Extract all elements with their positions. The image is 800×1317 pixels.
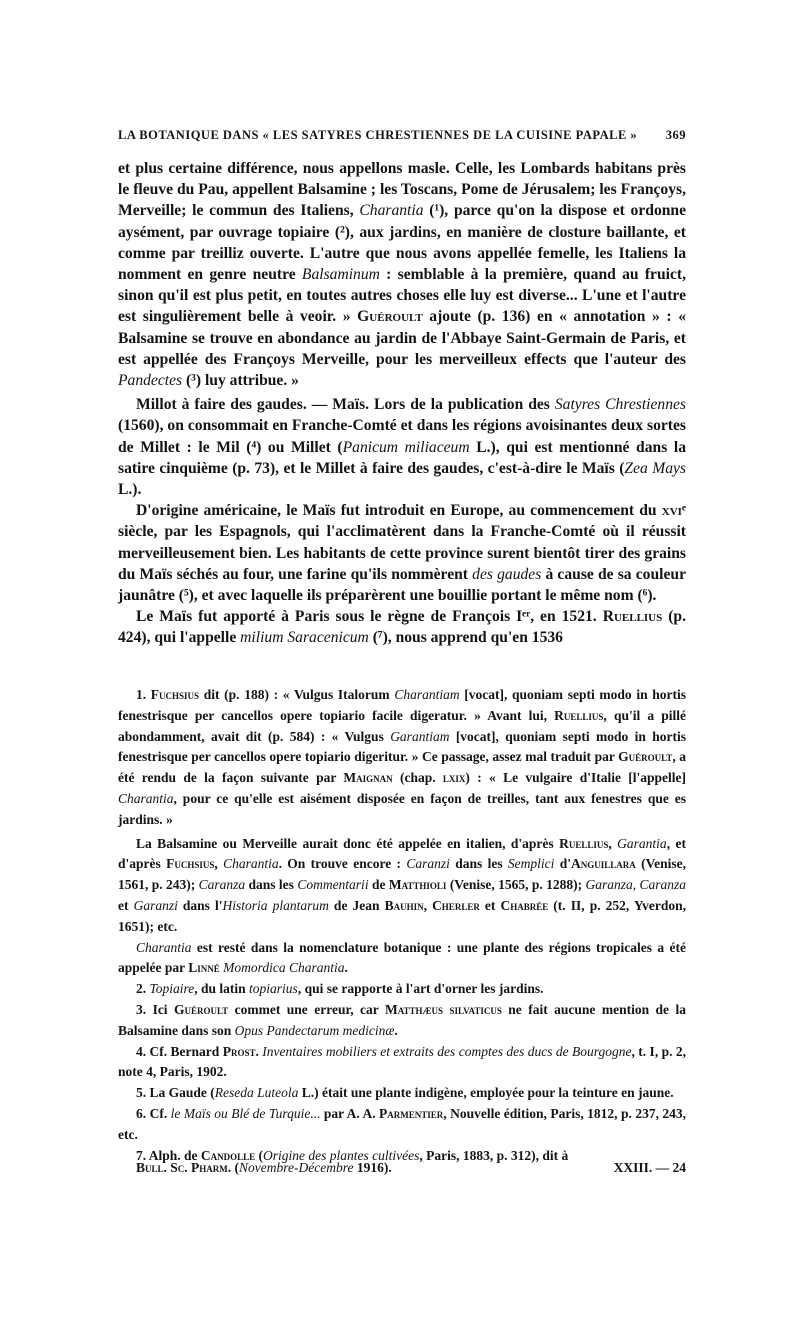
text-run: , Nouvelle édition, Paris, 1812, p. 237, 243, etc. — [118, 1105, 687, 1142]
issue-months: Novembre-Décembre — [239, 1160, 354, 1175]
signature-mark: XXIII. — 24 — [613, 1160, 686, 1175]
small-caps-run: lxix — [442, 770, 466, 786]
small-caps-run: Guéroult — [174, 1001, 229, 1017]
text-run: de — [368, 877, 389, 893]
italic-run: Garantiam — [390, 728, 450, 744]
text-run: (chap. — [392, 770, 443, 786]
footnote-6 — [118, 1104, 686, 1146]
small-caps-run: Matthæus silvaticus — [384, 1001, 502, 1017]
italic-run: Commentarii — [297, 877, 369, 893]
text-run: : semblable à la première, quand au fruict, sinon qu'il est plus petit, en toutes autres choses elle luy est diverse... L'une et l'autre est singulièrement belle à veoir. » — [118, 266, 686, 326]
text-run: . On trouve encore : — [278, 856, 407, 872]
footnotes — [118, 685, 686, 1166]
text-run: ne fait aucune mention de la Balsamine dans son — [118, 1001, 686, 1038]
italic-run: Caranzi — [406, 856, 450, 872]
footnote-1-charantia — [118, 938, 686, 980]
italic-run: Charantia — [136, 939, 192, 955]
running-header — [118, 128, 686, 143]
text-run: [vocat], quoniam septi modo in hortis fenestrisque per cancellos opere topiario facile digeratur. » Avant lui, — [118, 687, 686, 723]
journal-abbrev: Bull. Sc. Pharm. — [136, 1160, 232, 1175]
italic-run: Inventaires mobiliers et extraits des comptes des ducs de Bourgogne — [262, 1043, 632, 1059]
text-run: , — [608, 835, 618, 851]
italic-run: Opus Pandectarum medicinæ — [234, 1022, 395, 1038]
text-run: est resté dans la nomenclature botanique : une plante des régions tropicales a été appelée par — [118, 939, 686, 976]
text-run: dans les — [449, 856, 508, 872]
italic-run: Garanzi — [133, 897, 178, 913]
small-caps-run: Ruellius — [559, 835, 609, 851]
text-run: par A. A. — [320, 1105, 380, 1121]
italic-run: Panicum miliaceum — [342, 438, 470, 456]
italic-run: Charantia — [223, 856, 279, 872]
text-run: L.). — [118, 481, 142, 499]
italic-run: Historia plantarum — [222, 897, 329, 913]
italic-run: Charantia — [118, 790, 174, 806]
main-text — [118, 158, 686, 649]
text-run: , pour ce qu'elle est aisément disposée en façon de treilles, tant aux fenestres que es jardins. » — [118, 790, 686, 827]
text-run: ᵉ siècle, par les Espagnols, qui l'acclimatèrent dans la Franche-Comté où il réussit merveilleusement bien. Les habitants de cette province surent bientôt tirer des grains du Maïs séchés au four, une farine qu'ils nommèrent — [118, 502, 686, 583]
italic-run: Topiaire — [149, 981, 195, 997]
text-run: à cause de sa couleur jaunâtre (⁵), et avec laquelle ils préparèrent une bouillie portant le même nom (⁶). — [118, 565, 686, 605]
paragraph-3 — [118, 500, 686, 606]
text-run: D'origine américaine, le Maïs fut introduit en Europe, au commencement du — [136, 502, 662, 520]
italic-run: Zea Mays — [624, 459, 686, 477]
text-run: 2. — [136, 981, 150, 997]
text-run: ) : « Le vulgaire d'Italie [l'appelle] — [465, 770, 686, 786]
text-run: et — [479, 897, 501, 913]
text-run: et — [118, 897, 134, 913]
text-run: 3. Ici — [136, 1001, 174, 1017]
text-run: , a été rendu de la façon suivante par — [118, 749, 686, 786]
small-caps-run: Fuchsius — [150, 687, 200, 702]
text-run: L.), qui est mentionné dans la satire cinquième (p. 73), et le Millet à faire des gaudes, c'est-à-dire le Maïs ( — [118, 438, 686, 477]
text-run: (p. 424), qui l'appelle — [118, 608, 686, 647]
italic-run: Momordica Charantia — [223, 960, 345, 976]
footnote-1 — [118, 685, 686, 831]
text-run: . — [344, 960, 348, 976]
text-run: (¹), parce qu'on la dispose et ordonne aysément, par ouvrage topiaire (²), aux jardins, en manière de closture baillante, et comme par treilliz ouverte. L'autre que nous avons appellée femelle, les Italiens la nomment en genre neutre — [118, 202, 687, 284]
italic-run: Balsaminum — [301, 266, 380, 284]
text-run: , Paris, 1883, p. 312), dit à — [419, 1147, 569, 1163]
text-run: 4. Cf. Bernard — [136, 1043, 223, 1059]
footnote-2 — [118, 979, 686, 1000]
footnote-3 — [118, 1000, 686, 1042]
text-run: (⁷), nous apprend qu'en 1536 — [368, 629, 563, 647]
italic-run: le Maïs ou Blé de Turquie... — [170, 1105, 321, 1121]
small-caps-run: Cherler — [432, 897, 480, 913]
small-caps-run: Guéroult — [618, 749, 673, 765]
text-run: 1. — [136, 687, 151, 702]
italic-run: Origine des plantes cultivées — [263, 1147, 420, 1163]
text-run: dans l' — [177, 897, 223, 913]
italic-run: des gaudes — [472, 565, 542, 583]
text-run: commet une erreur, car — [228, 1001, 385, 1017]
small-caps-run: Ruellius — [602, 608, 663, 626]
small-caps-run: Guéroult — [357, 308, 423, 326]
small-caps-run: Parmentier — [379, 1105, 444, 1121]
italic-run: Reseda Luteola — [214, 1085, 299, 1101]
italic-run: milium Saracenicum — [240, 629, 369, 647]
small-caps-run: Fuchsius — [166, 856, 215, 872]
italic-run: Pandectes — [118, 372, 183, 390]
text-run: ( — [231, 1160, 240, 1175]
text-run: d' — [554, 856, 572, 872]
italic-run: Caranza — [198, 877, 246, 893]
text-run: (Venise, 1565, p. 1288); — [446, 877, 586, 893]
text-run: (1560), on consommait en Franche-Comté et dans les régions avoisinantes deux sortes de Millet : le Mil (⁴) ou Millet ( — [118, 417, 686, 456]
text-run: , du latin — [194, 981, 250, 997]
text-run: , — [423, 897, 433, 913]
small-caps-run: Prost — [222, 1043, 256, 1059]
page-footer — [136, 1160, 686, 1176]
text-run: Millot à faire des gaudes. — Maïs. Lors de la publication des — [136, 396, 555, 414]
text-run: L.) était une plante indigène, employée pour la teinture en jaune. — [298, 1085, 674, 1101]
paragraph-4 — [118, 606, 686, 648]
text-run: 7. Alph. de — [136, 1147, 201, 1163]
small-caps-run: Candolle — [200, 1147, 256, 1163]
footnote-1-continued — [118, 834, 686, 938]
page-number: 369 — [665, 128, 686, 142]
small-caps-run: Chabrée — [500, 897, 549, 913]
paragraph-1 — [118, 158, 686, 391]
text-run: La Balsamine ou Merveille aurait donc été appelée en italien, d'après — [136, 835, 560, 851]
running-title: LA BOTANIQUE DANS « LES SATYRES CHRESTIENNES DE LA CUISINE PAPALE » — [118, 128, 638, 142]
text-run: . — [394, 1022, 398, 1038]
text-run: , et d'après — [118, 835, 686, 872]
text-run: Le Maïs fut apporté à Paris sous le règne de François Iᵉʳ, en 1521. — [136, 608, 603, 626]
italic-run: Semplici — [507, 856, 555, 872]
text-run: dans les — [245, 877, 298, 893]
journal-citation — [136, 1160, 392, 1176]
paragraph-2 — [118, 394, 686, 500]
text-run: et plus certaine différence, nous appellons masle. Celle, les Lombards habitans près le fleuve du Pau, appellent Balsamine ; les Toscans, Pome de Jérusalem; les Françoys, Merveille; le commun des Italiens, — [118, 160, 686, 220]
text-run: 6. Cf. — [136, 1105, 171, 1121]
small-caps-run: Bauhin — [384, 897, 424, 913]
italic-run: Garanza, Caranza — [585, 877, 686, 893]
italic-run: Satyres Chrestiennes — [554, 396, 686, 414]
text-run: . — [255, 1043, 263, 1059]
text-run: , qu'il a pillé abondamment, avait dit (p. 584) : « Vulgus — [118, 707, 686, 744]
text-run: dit (p. 188) : « Vulgus Italorum — [199, 687, 395, 702]
italic-run: Garantia — [617, 835, 667, 851]
footnote-4 — [118, 1042, 686, 1084]
text-run: [vocat], quoniam septi modo in hortis fenestrisque per cancellos opere topiario digeritur. » Ce passage, assez mal traduit par — [118, 728, 687, 765]
small-caps-run: Linné — [188, 960, 220, 976]
italic-run: Charantia — [359, 202, 424, 220]
text-run: (t. II, p. 252, Yverdon, 1651); etc. — [118, 897, 686, 934]
text-run: ajoute (p. 136) en « annotation » : « Balsamine se trouve en abondance au jardin de l'Abbaye Saint-Germain de Paris, et est appellée des Françoys Merveille, pour les merveilleux effects que l'auteur des — [118, 308, 686, 368]
text-run: (Venise, 1561, p. 243); — [118, 856, 686, 893]
footnote-5 — [118, 1083, 686, 1104]
small-caps-run: Maignan — [343, 770, 393, 786]
text-run: (³) luy attribue. » — [182, 372, 299, 390]
small-caps-run: xvi — [661, 502, 682, 520]
italic-run: Charantiam — [394, 687, 460, 702]
text-run: , — [214, 856, 224, 872]
small-caps-run: Ruellius — [554, 707, 604, 723]
italic-run: topiarius — [249, 981, 298, 997]
small-caps-run: Matthioli — [388, 877, 447, 893]
text-run: de Jean — [328, 897, 385, 913]
small-caps-run: Anguillara — [571, 856, 636, 872]
text-run: , qui se rapporte à l'art d'orner les jardins. — [297, 981, 544, 997]
text-run: ( — [255, 1147, 264, 1163]
text-run: , t. I, p. 2, note 4, Paris, 1902. — [118, 1043, 686, 1080]
text-run: 5. La Gaude ( — [136, 1085, 215, 1101]
text-run: 1916). — [353, 1160, 392, 1175]
